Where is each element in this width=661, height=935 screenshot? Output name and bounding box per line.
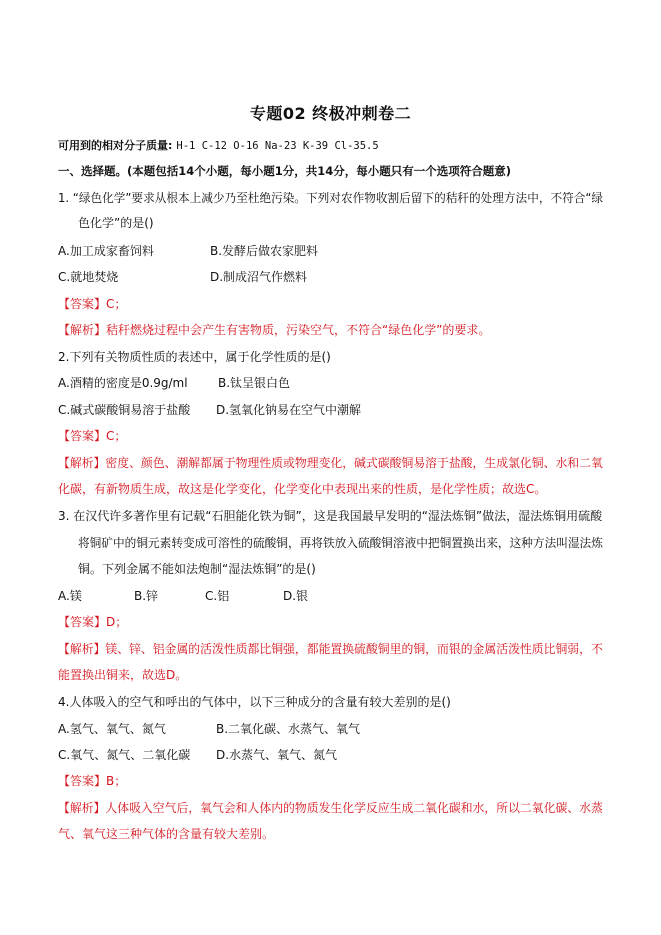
q3-stem-line-1: 3. 在汉代许多著作里有记载“石胆能化铁为铜”，这是我国最早发明的“湿法炼铜”做法，湿法炼铜用硫酸 [58,509,603,523]
relative-mass-line [58,138,379,154]
q2-option-a: A.酒精的密度是0.9g/ml [58,376,188,390]
q4-option-b: B.二氧化碳、水蒸气、氧气 [216,722,361,736]
q3-option-a: A.镁 [58,589,82,603]
q2-explanation-line-2: 化碳，有新物质生成，故这是化学变化，化学变化中表现出来的性质，是化学性质；故选C。 [58,482,547,496]
q4-explanation-line-2: 气、氧气这三种气体的含量有较大差别。 [58,827,275,841]
q4-option-c: C.氧气、氮气、二氧化碳 [58,748,191,762]
q1-explanation: 【解析】秸秆燃烧过程中会产生有害物质，污染空气，不符合“绿色化学”的要求。 [58,323,491,337]
q4-explanation-line-1: 【解析】人体吸入空气后，氧气会和人体内的物质发生化学反应生成二氧化碳和水，所以二氧化碳、水蒸 [58,801,603,815]
q3-option-b: B.锌 [134,589,159,603]
q1-stem-line-1: 1. “绿色化学”要求从根本上减少乃至杜绝污染。下列对农作物收割后留下的秸秆的处理方法中，不符合“绿 [58,191,604,205]
q3-explanation-line-1: 【解析】镁、锌、铝金属的活泼性质都比铜强，都能置换硫酸铜里的铜，而银的金属活泼性质比铜弱，不 [58,642,603,656]
q2-stem: 2.下列有关物质性质的表述中，属于化学性质的是() [58,350,331,364]
q3-stem-line-3: 铜。下列金属不能如法炮制“湿法炼铜”的是() [78,562,316,576]
q1-answer: 【答案】C； [58,297,127,311]
q3-stem-line-2: 将铜矿中的铜元素转变成可溶性的硫酸铜，再将铁放入硫酸铜溶液中把铜置换出来，这种方法叫湿法炼 [78,536,603,550]
q1-stem-line-2: 色化学”的是() [78,216,154,230]
q1-option-d: D.制成沼气作燃料 [210,270,308,284]
q3-answer: 【答案】D； [58,615,128,629]
q2-explanation-line-1: 【解析】密度、颜色、潮解都属于物理性质或物理变化，碱式碳酸铜易溶于盐酸，生成氯化铜、水和二氧 [58,456,603,470]
q4-answer: 【答案】B； [58,774,127,788]
q4-stem: 4.人体吸入的空气和呼出的气体中，以下三种成分的含量有较大差别的是() [58,695,451,709]
q2-option-b: B.钛呈银白色 [218,376,291,390]
relative-mass-values: H-1 C-12 O-16 Na-23 K-39 Cl-35.5 [176,140,379,152]
q2-option-c: C.碱式碳酸铜易溶于盐酸 [58,403,191,417]
q4-option-d: D.水蒸气、氧气、氮气 [216,748,338,762]
section-heading: 一、选择题。(本题包括14个小题，每小题1分，共14分，每小题只有一个选项符合题意) [58,164,512,178]
q2-option-d: D.氢氧化钠易在空气中潮解 [216,403,362,417]
q3-option-d: D.银 [283,589,309,603]
page-title: 专题02 终极冲刺卷二 [249,104,412,123]
q1-option-c: C.就地焚烧 [58,270,119,284]
q2-answer: 【答案】C； [58,429,127,443]
q3-option-c: C.铝 [205,589,230,603]
q4-option-a: A.氢气、氧气、氮气 [58,722,166,736]
q1-option-a: A.加工成家畜饲料 [58,244,154,258]
q1-option-b: B.发酵后做农家肥料 [210,244,319,258]
q3-explanation-line-2: 能置换出铜来，故选D。 [58,668,188,682]
relative-mass-label: 可用到的相对分子质量: [58,139,173,152]
